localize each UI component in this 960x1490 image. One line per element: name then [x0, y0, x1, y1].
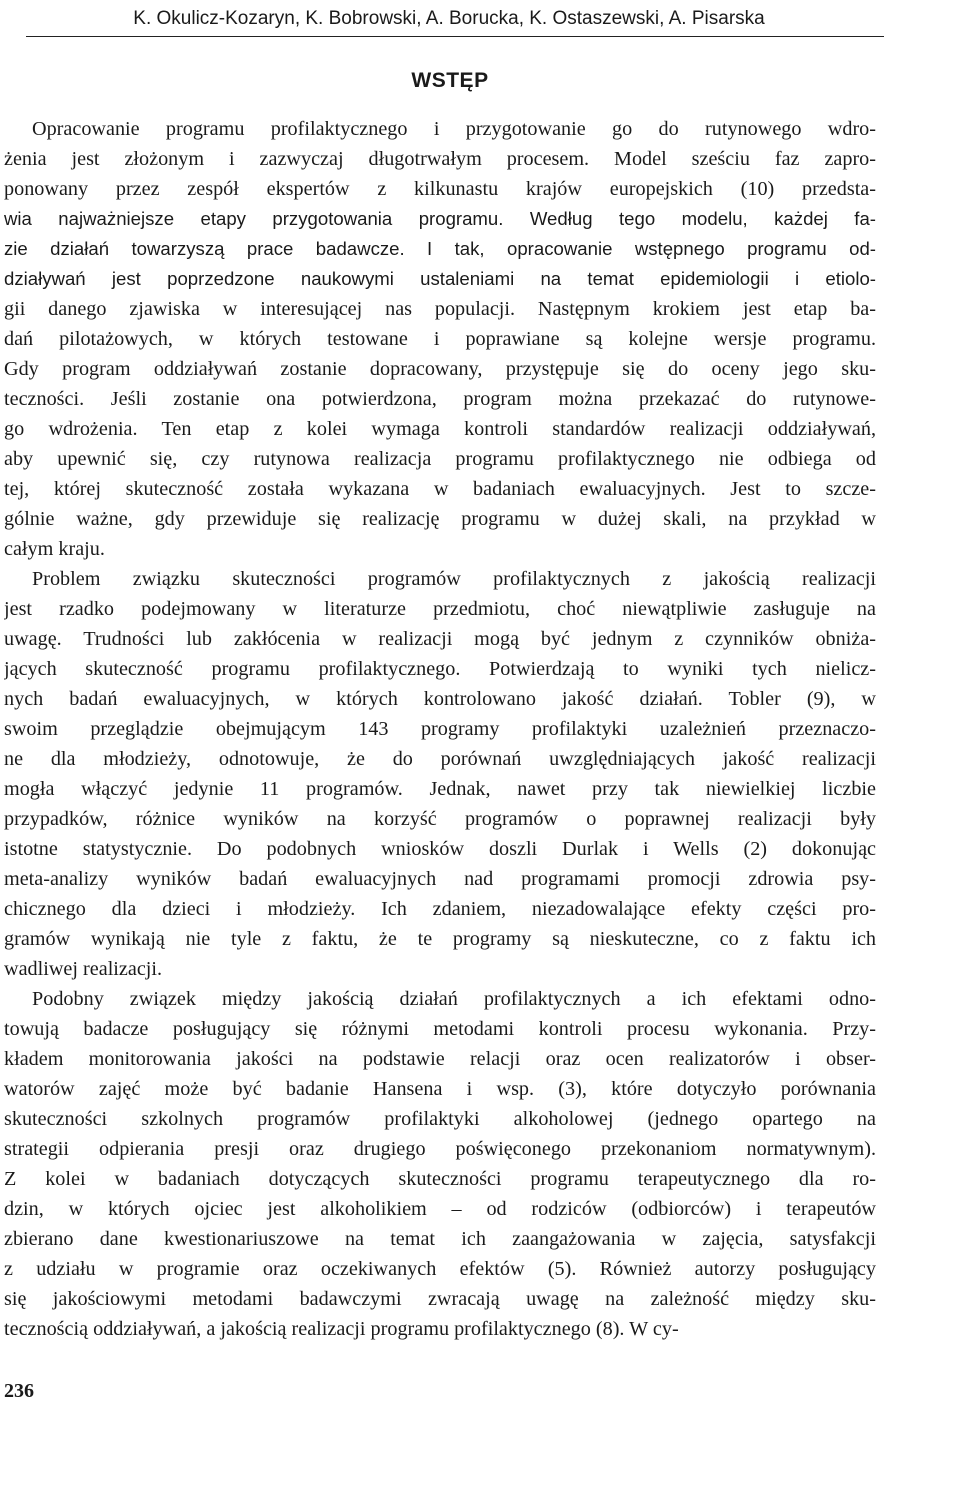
text-line: dań pilotażowych, w których testowane i poprawiane są kolejne wersje programu.	[4, 328, 876, 350]
text-line: Problem związku skuteczności programów profilaktycznych z jakością realizacji	[32, 568, 876, 590]
text-line: Gdy program oddziaływań zostanie dopracowany, przystępuje się do oceny jego sku-	[4, 358, 876, 380]
text-line: tecznością oddziaływań, a jakością realizacji programu profilaktycznego (8). W cy-	[4, 1318, 679, 1340]
text-line: gramów wynikają nie tyle z faktu, że te programy są nieskuteczne, co z faktu ich	[4, 928, 876, 950]
text-line: Podobny związek między jakością działań profilaktycznych a ich efektami odno-	[32, 988, 876, 1010]
text-line: wadliwej realizacji.	[4, 958, 163, 980]
paragraph	[4, 564, 876, 984]
text-line: go wdrożenia. Ten etap z kolei wymaga kontroli standardów realizacji oddziaływań,	[4, 418, 876, 440]
text-line: całym kraju.	[4, 538, 105, 560]
text-line: przypadków, różnice wyników na korzyść programów o poprawnej realizacji były	[4, 808, 876, 830]
text-line: zie działań towarzyszą prace badawcze. I tak, opracowanie wstępnego programu od-	[4, 238, 876, 259]
text-line: Opracowanie programu profilaktycznego i przygotowanie go do rutynowego wdro-	[32, 118, 876, 140]
running-head-authors: K. Okulicz-Kozaryn, K. Bobrowski, A. Borucka, K. Ostaszewski, A. Pisarska	[133, 8, 765, 29]
text-line: ne dla młodzieży, odnotowuje, że do porównań uwzględniających jakość realizacji	[4, 748, 876, 770]
text-line: wia najważniejsze etapy przygotowania programu. Według tego modelu, każdej fa-	[4, 208, 876, 229]
text-line: meta-analizy wyników badań ewaluacyjnych nad programami promocji zdrowia psy-	[4, 868, 876, 890]
text-line: istotne statystycznie. Do podobnych wniosków doszli Durlak i Wells (2) dokonując	[4, 838, 876, 860]
text-line: strategii odpierania presji oraz drugiego poświęconego przekonaniom normatywnym).	[4, 1138, 876, 1160]
section-title: WSTĘP	[411, 69, 489, 92]
text-line: aby upewnić się, czy rutynowa realizacja programu profilaktycznego nie odbiega od	[4, 448, 876, 470]
paragraph	[4, 984, 876, 1344]
text-line: swoim przeglądzie obejmującym 143 programy profilaktyki uzależnień przeznaczo-	[4, 718, 876, 740]
text-line: chicznego dla dzieci i młodzieży. Ich zdaniem, niezadowalające efekty części pro-	[4, 898, 876, 920]
text-line: uwagę. Trudności lub zakłócenia w realizacji mogą być jednym z czynników obniża-	[4, 628, 876, 650]
text-line: gii danego zjawiska w interesującej nas populacji. Następnym krokiem jest etap ba-	[4, 298, 876, 320]
text-line: jących skuteczność programu profilaktycznego. Potwierdzają to wyniki tych nielicz-	[4, 658, 876, 680]
text-line: gólnie ważne, gdy przewiduje się realizację programu w dużej skali, na przykład w	[4, 508, 876, 530]
text-line: jest rzadko podejmowany w literaturze przedmiotu, choć niewątpliwie zasługuje na	[4, 598, 876, 620]
page-number: 236	[4, 1380, 34, 1402]
text-line: nych badań ewaluacyjnych, w których kontrolowano jakość działań. Tobler (9), w	[4, 688, 876, 710]
text-line: mogła włączyć jedynie 11 programów. Jednak, nawet przy tak niewielkiej liczbie	[4, 778, 876, 800]
paragraph	[4, 114, 876, 564]
text-line: skuteczności szkolnych programów profilaktyki alkoholowej (jednego opartego na	[4, 1108, 876, 1130]
header-rule	[26, 36, 884, 37]
text-line: się jakościowymi metodami badawczymi zwracają uwagę na zależność między sku-	[4, 1288, 876, 1310]
text-line: działywań jest poprzedzone naukowymi ustaleniami na temat epidemiologii i etiolo-	[4, 268, 876, 289]
text-line: z udziału w programie oraz oczekiwanych efektów (5). Również autorzy posługujący	[4, 1258, 876, 1280]
text-line: Z kolei w badaniach dotyczących skuteczności programu terapeutycznego dla ro-	[4, 1168, 876, 1190]
text-line: tej, której skuteczność została wykazana w badaniach ewaluacyjnych. Jest to szcze-	[4, 478, 876, 500]
text-line: dzin, w których ojciec jest alkoholikiem – od rodziców (odbiorców) i terapeutów	[4, 1198, 876, 1220]
text-line: kładem monitorowania jakości na podstawie relacji oraz ocen realizatorów i obser-	[4, 1048, 876, 1070]
text-line: teczności. Jeśli zostanie ona potwierdzona, program można przekazać do rutynowe-	[4, 388, 876, 410]
text-line: ponowany przez zespół ekspertów z kilkunastu krajów europejskich (10) przedsta-	[4, 178, 876, 200]
text-line: watorów zajęć może być badanie Hansena i wsp. (3), które dotyczyło porównania	[4, 1078, 876, 1100]
body-text	[4, 114, 876, 1344]
text-line: towują badacze posługujący się różnymi metodami kontroli procesu wykonania. Przy-	[4, 1018, 876, 1040]
text-line: zbierano dane kwestionariuszowe na temat ich zaangażowania w zajęcia, satysfakcji	[4, 1228, 876, 1250]
text-line: żenia jest złożonym i zazwyczaj długotrwałym procesem. Model sześciu faz zapro-	[4, 148, 876, 170]
